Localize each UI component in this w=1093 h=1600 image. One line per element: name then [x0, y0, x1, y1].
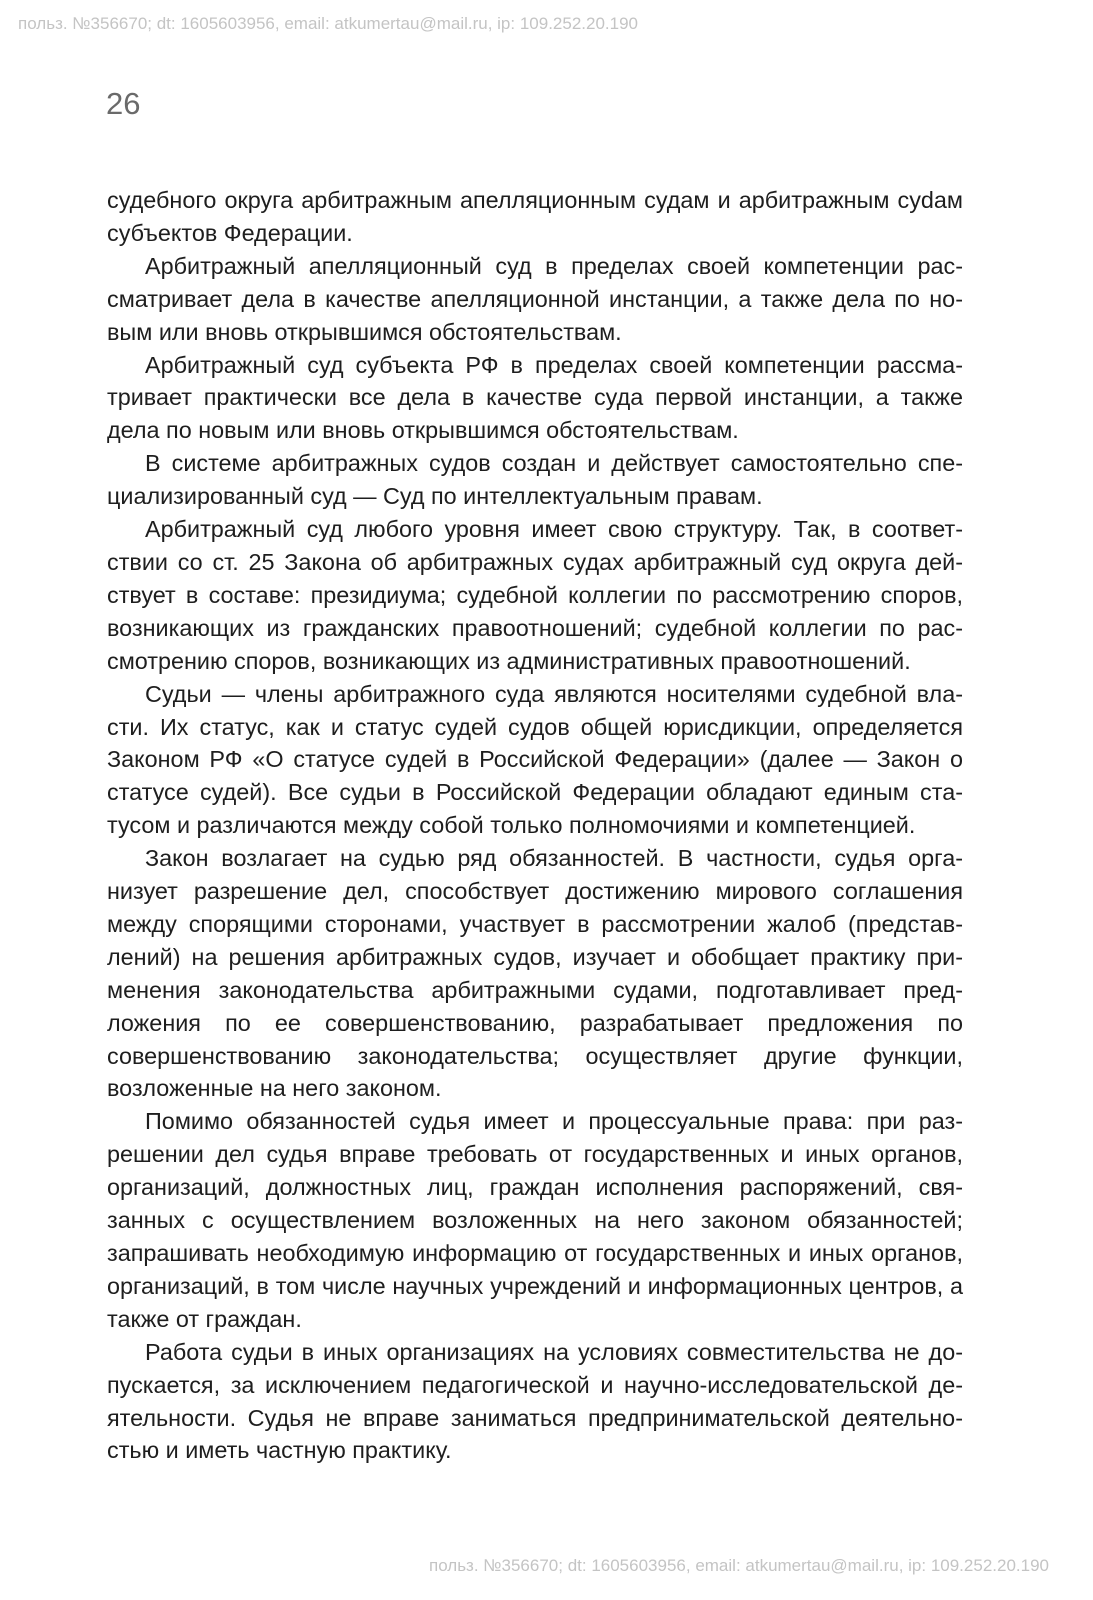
paragraph: В системе арбитражных судов создан и действует самостоятельно специализированный суд — Суд по интеллектуальным правам. [107, 450, 963, 510]
paragraph: Арбитражный апелляционный суд в пределах своей компетенции рассматривает дела в качестве апелляционной инстанции, а также дела по новым или вновь открывшимся обстоятельствам. [107, 252, 963, 345]
paragraph: Судьи — члены арбитражного суда являются носителями судебной власти. Их статус, как и статус судей судов общей юрисдикции, определяется Законом РФ «О статусе судей в Российской Федерации» (далее — Закон о статусе судей). Все судьи в Российской Федерации обладают единым статусом и различаются между собой только полномочиями и компетенцией. [107, 680, 963, 839]
paragraph: Помимо обязанностей судья имеет и процессуальные права: при разрешении дел судья вправе требовать от государственных и иных органов, организаций, должностных лиц, граждан исполнения распоряжений, связанных с осуществлением возложенных на него законом обязанностей; запрашивать необходимую информацию от государственных и иных органов, организаций, в том числе научных учреждений и информационных центров, а также от граждан. [107, 1108, 963, 1332]
paragraph: судебного округа арбитражным апелляционным судам и арбитражным суdам субъектов Федерации. [107, 187, 963, 246]
body-text [107, 184, 963, 1467]
page-number: 26 [106, 86, 141, 121]
paragraph: Работа судьи в иных организациях на условиях совместительства не допускается, за исключением педагогической и научно-исследовательской деятельности. Судья не вправе заниматься предпринимательской деятельностью и иметь частную практику. [107, 1338, 963, 1464]
watermark-bottom: польз. №356670; dt: 1605603956, email: atkumertau@mail.ru, ip: 109.252.20.190 [428, 1556, 1049, 1575]
paragraph: Арбитражный суд любого уровня имеет свою структуру. Так, в соответствии со ст. 25 Закона об арбитражных судах арбитражный суд округа действует в составе: президиума; судебной коллегии по рассмотрению споров, возникающих из гражданских правоотношений; судебной коллегии по рассмотрению споров, возникающих из административных правоотношений. [107, 516, 963, 674]
watermark-top: польз. №356670; dt: 1605603956, email: atkumertau@mail.ru, ip: 109.252.20.190 [18, 14, 639, 33]
paragraph: Закон возлагает на судью ряд обязанностей. В частности, судья организует разрешение дел, способствует достижению мирового соглашения между спорящими сторонами, участвует в рассмотрении жалоб (представлений) на решения арбитражных судов, изучает и обобщает практику применения законодательства арбитражными судами, подготавливает предложения по ее совершенствованию, разрабатывает предложения по совершенствованию законодательства; осуществляет другие функции, возложенные на него законом. [107, 845, 963, 1102]
paragraph: Арбитражный суд субъекта РФ в пределах своей компетенции рассматривает практически все дела в качестве суда первой инстанции, а также дела по новым или вновь открывшимся обстоятельствам. [107, 351, 963, 444]
